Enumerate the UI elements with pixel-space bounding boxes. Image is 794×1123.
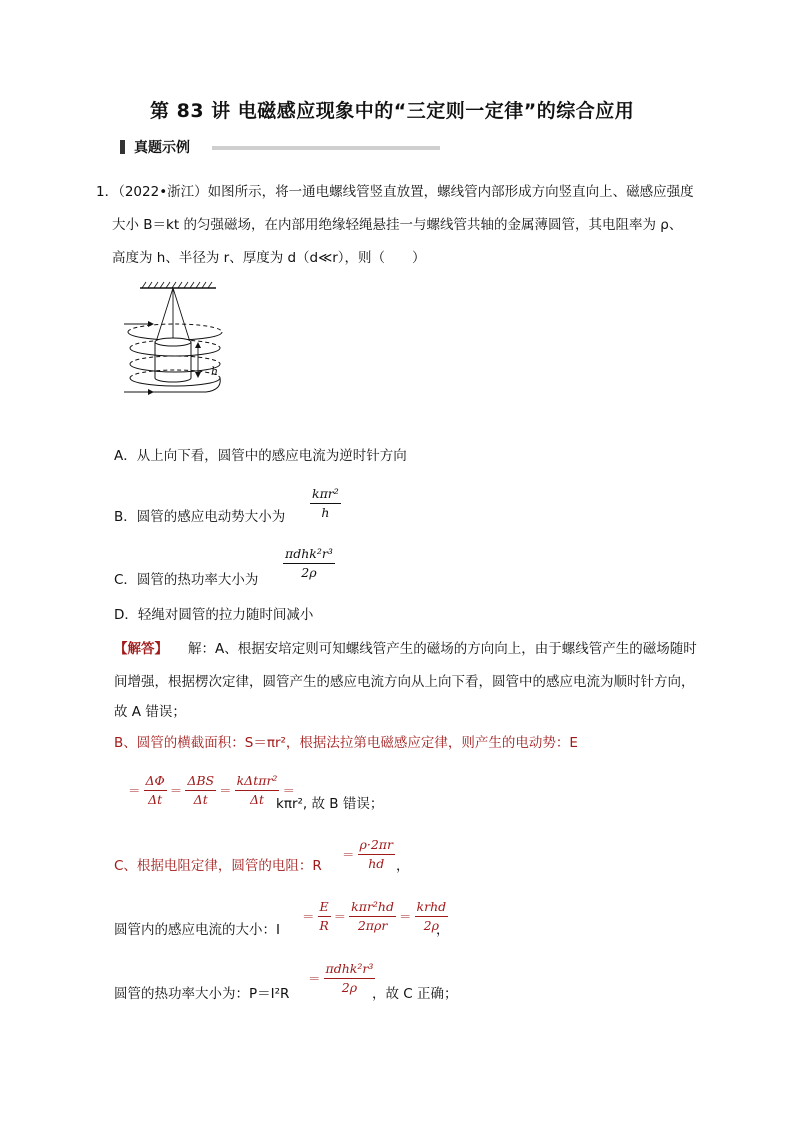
emf-frac-3 [235,774,280,807]
answer-line-5: kπr², 故 B 错误； [276,796,384,812]
solenoid-figure [118,280,228,402]
answer-line-2: 间增强，根据楞次定律，圆管产生的感应电流方向从上向下看，圆管中的感应电流为顺时针方向， [114,674,695,690]
equals-sign: ＝ [333,909,347,925]
option-c-numerator: πdhk²r³ [283,547,335,564]
option-d: D．轻绳对圆管的拉力随时间减小 [114,607,314,623]
section-divider [212,146,440,150]
question-line-3: 高度为 h、半径为 r、厚度为 d（d≪r），则（ ） [112,250,426,266]
answer-line-7: 圆管内的感应电流的大小：I [114,922,280,938]
equals-sign: ＝ [302,909,315,925]
current-frac-2-den: 2πρr [357,917,388,933]
power-frac [324,962,376,995]
page-title: 第 83 讲 电磁感应现象中的“三定则一定律”的综合应用 [150,100,635,122]
option-c: C．圆管的热功率大小为 [114,572,259,588]
resistance-frac [358,838,395,871]
answer-line-8: 圆管的热功率大小为：P＝I²R [114,986,290,1002]
current-equation [302,900,448,933]
equals-sign: ＝ [308,971,321,987]
current-frac-1 [318,900,331,933]
current-frac-1-den: R [319,917,329,933]
option-c-fraction [283,547,335,580]
option-a: A．从上向下看，圆管中的感应电流为逆时针方向 [114,448,407,464]
current-frac-2-num: kπr²hd [349,900,396,917]
current-frac-1-num: E [318,900,331,917]
power-frac-den: 2ρ [341,979,358,995]
answer-line-8-end: ，故 C 正确； [372,986,458,1002]
emf-equation [128,774,295,807]
equals-sign: ＝ [282,783,295,799]
power-frac-num: πdhk²r³ [324,962,376,979]
answer-line-6: C、根据电阻定律，圆管的电阻：R [114,858,322,874]
option-b: B．圆管的感应电动势大小为 [114,509,286,525]
option-b-fraction [310,487,341,520]
answer-tag: 【解答】 [114,641,168,657]
option-b-denominator: h [321,504,330,520]
answer-line-1: 解：A、根据安培定则可知螺线管产生的磁场的方向向上，由于螺线管产生的磁场随时 [188,641,697,657]
emf-frac-2-den: Δt [193,791,208,807]
equals-sign: ＝ [342,847,355,863]
question-line-1: 1．（2022•浙江）如图所示，将一通电螺线管竖直放置，螺线管内部形成方向竖直向上、磁感应强度 [96,184,694,200]
emf-frac-1 [144,774,167,807]
power-equation [308,962,375,995]
resistance-frac-num: ρ·2πr [358,838,395,855]
emf-frac-1-num: ΔΦ [144,774,167,791]
equals-sign: ＝ [219,783,232,799]
equals-sign: ＝ [169,783,183,799]
answer-line-4: B、圆管的横截面积：S＝πr²，根据法拉第电磁感应定律，则产生的电动势：E [114,735,578,751]
resistance-frac-den: hd [368,855,385,871]
resistance-equation [342,838,395,871]
equals-sign: ＝ [128,783,141,799]
emf-frac-3-num: kΔtπr² [235,774,280,791]
answer-line-3: 故 A 错误； [114,704,186,720]
current-frac-3-den: 2ρ [423,917,439,933]
emf-frac-2-num: ΔBS [185,774,216,791]
comma: ， [396,858,410,874]
current-frac-3-num: krhd [415,900,449,917]
option-c-denominator: 2ρ [301,564,317,580]
section-marker [120,140,125,154]
question-line-2: 大小 B＝kt 的匀强磁场，在内部用绝缘轻绳悬挂一与螺线管共轴的金属薄圆管，其电阻率为 ρ、 [112,217,683,233]
emf-frac-3-den: Δt [249,791,265,807]
emf-frac-2 [185,774,216,807]
equals-sign: ＝ [399,909,412,925]
figure-h-label: h [211,365,219,378]
current-frac-2 [349,900,396,933]
emf-frac-1-den: Δt [148,791,163,807]
comma: ， [436,922,450,938]
option-b-numerator: kπr² [310,487,341,504]
section-label: 真题示例 [134,140,190,156]
